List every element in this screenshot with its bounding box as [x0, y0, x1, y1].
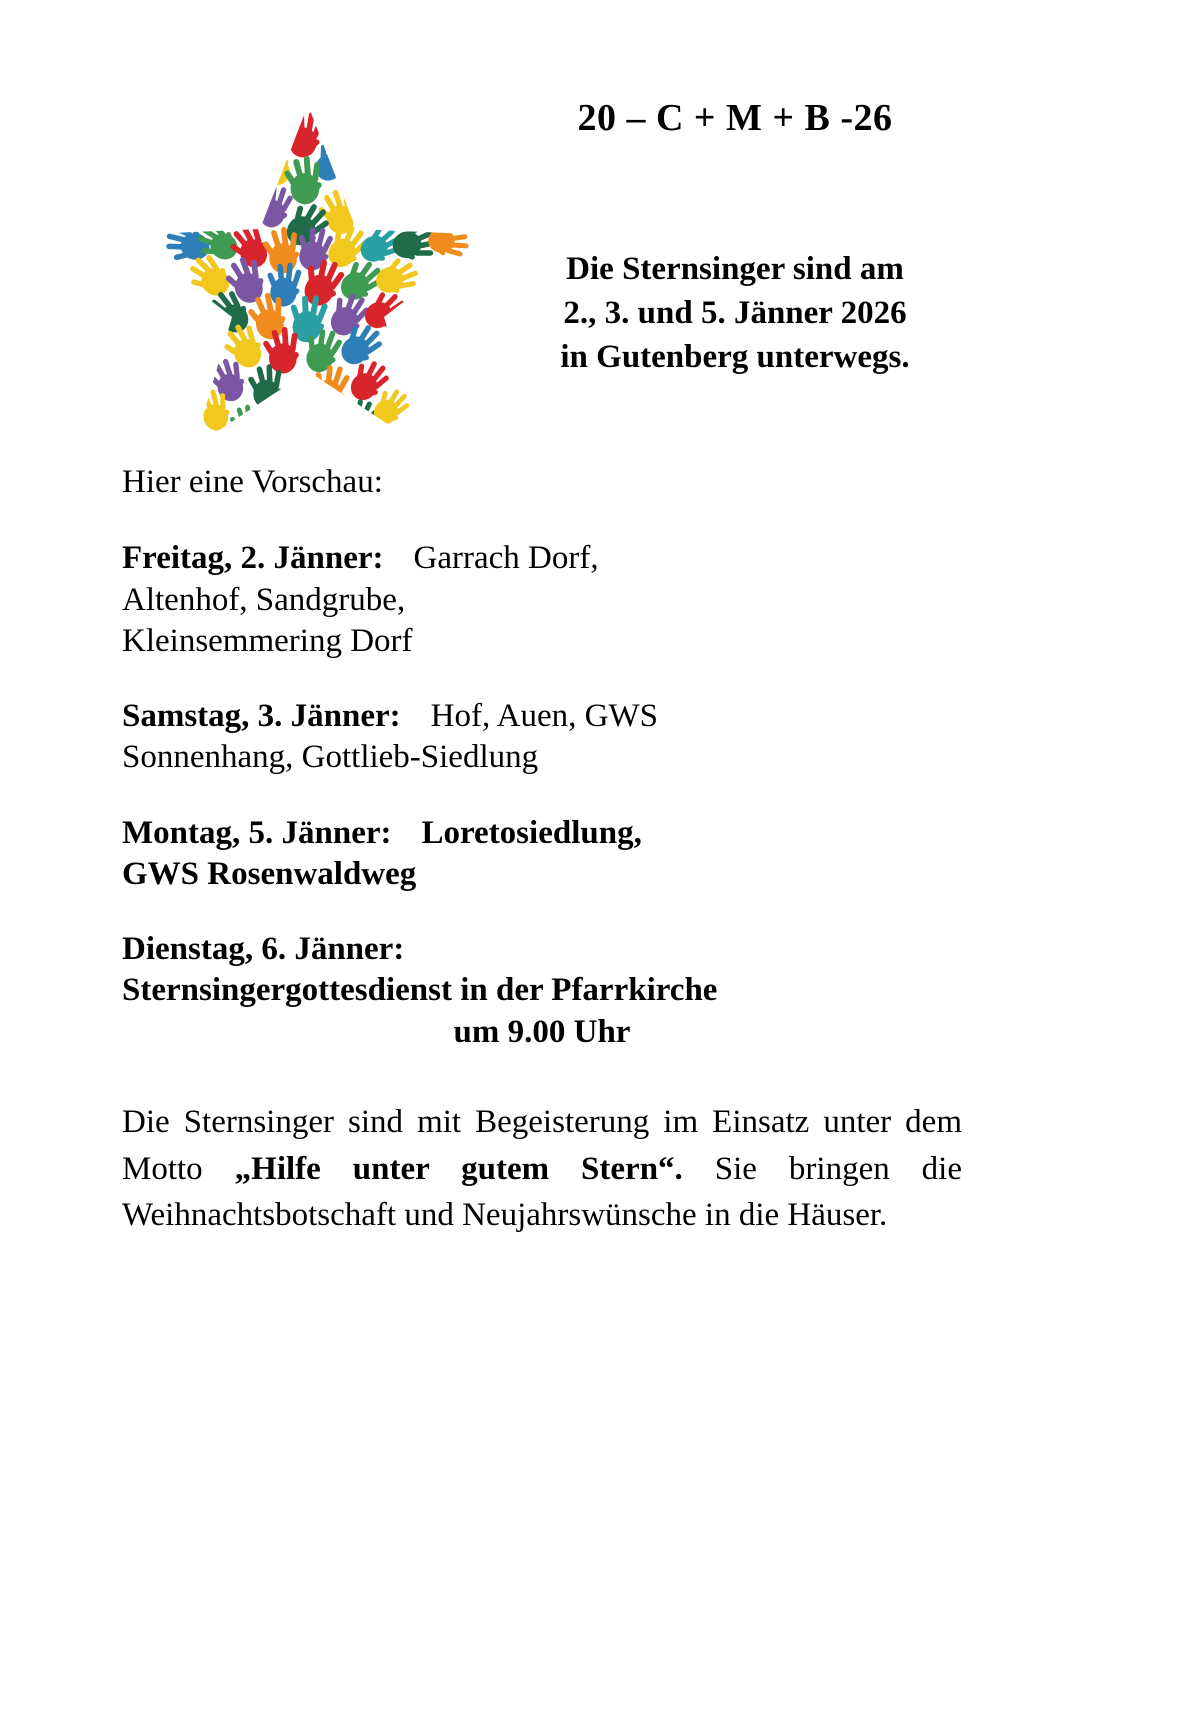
schedule-route-first: Hof, Auen, GWS	[430, 698, 658, 734]
schedule-entry-dienstag	[122, 929, 962, 1053]
heading-column	[500, 98, 970, 379]
schedule-entry-montag	[122, 813, 962, 896]
cmb-blessing-title: 20 – C + M + B -26	[577, 97, 893, 139]
handprint-star-logo	[118, 95, 498, 455]
schedule-route-line: Kleinsemmering Dorf	[122, 622, 413, 659]
closing-text-part-1: Die Sternsinger sind mit Begeisterung im Einsatz unter dem Motto	[122, 1103, 962, 1187]
schedule-route-line: GWS Rosenwaldweg	[122, 855, 417, 892]
schedule-route-first: Garrach Dorf,	[413, 540, 599, 577]
preview-label: Hier eine Vorschau:	[122, 464, 383, 500]
service-time: um 9.00 Uhr	[453, 1013, 631, 1050]
service-description: Sternsingergottesdienst in der Pfarrkirche	[122, 972, 718, 1009]
schedule-route-line: Altenhof, Sandgrube,	[122, 581, 406, 618]
announcement-line-3: in Gutenberg unterwegs.	[560, 338, 910, 375]
closing-motto: „Hilfe unter gutem Stern“.	[234, 1150, 683, 1187]
closing-text-part-2: Sie bringen die Weihnachtsbotschaft und Neujahrswünsche in die Häuser.	[122, 1150, 962, 1234]
schedule-route-first: Loretosiedlung,	[421, 814, 642, 851]
announcement-line-1: Die Sternsinger sind am	[566, 250, 904, 287]
service-day-label: Dienstag, 6. Jänner:	[122, 931, 405, 967]
header-region	[0, 0, 1178, 455]
schedule-day-label: Samstag, 3. Jänner:	[122, 698, 401, 734]
announcement-block	[500, 248, 970, 380]
schedule-day-label: Freitag, 2. Jänner:	[122, 540, 384, 577]
body-content	[122, 462, 962, 1239]
schedule-day-label: Montag, 5. Jänner:	[122, 814, 392, 851]
schedule-entry-samstag	[122, 696, 962, 779]
schedule-route-line: Sonnenhang, Gottlieb-Siedlung	[122, 739, 539, 776]
schedule-entry-freitag	[122, 538, 962, 662]
closing-paragraph	[122, 1099, 962, 1240]
announcement-line-2: 2., 3. und 5. Jänner 2026	[563, 294, 907, 331]
